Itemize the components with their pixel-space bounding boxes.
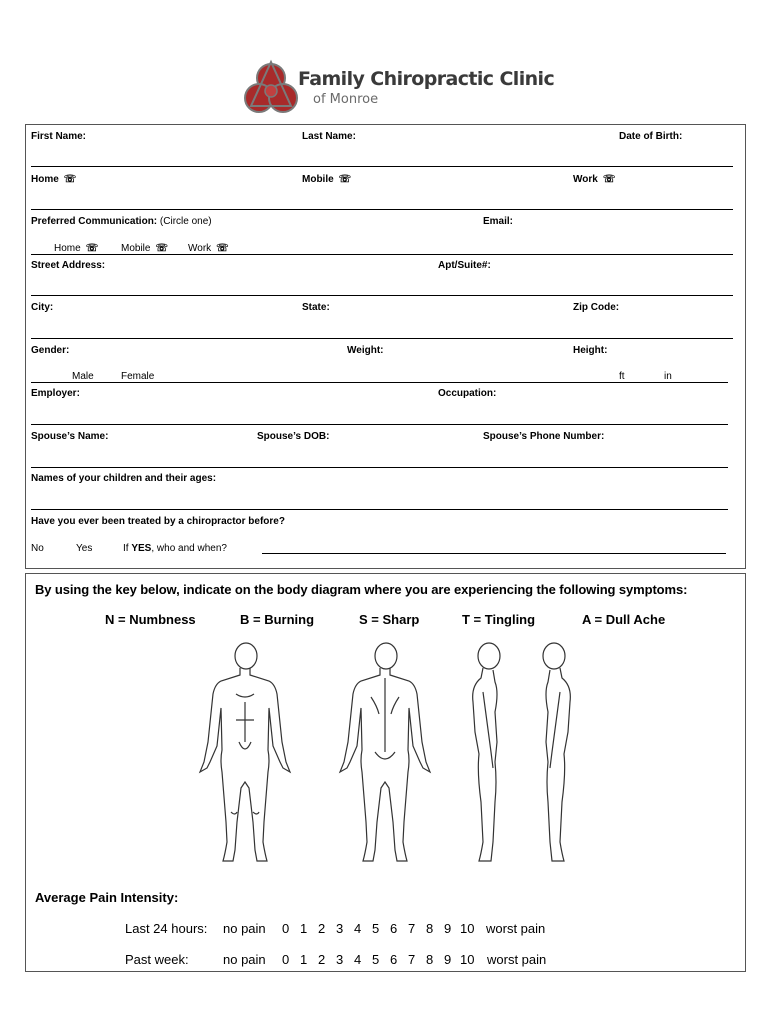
spouse-dob-label: Spouse’s DOB: [257, 431, 330, 442]
pain-score-8[interactable]: 8 [426, 921, 434, 936]
phone-icon: ☏ [63, 174, 77, 185]
pain-row-label: Last 24 hours: [125, 921, 208, 936]
clinic-logo [243, 58, 555, 118]
dob-label: Date of Birth: [619, 131, 683, 142]
body-back-figure[interactable] [340, 643, 430, 861]
clinic-location: of Monroe [313, 92, 379, 107]
employer-label: Employer: [31, 388, 80, 399]
home-phone-label: Home ☏ [31, 174, 77, 185]
pain-high-label: worst pain [487, 952, 547, 967]
pain-score-5[interactable]: 5 [372, 952, 380, 967]
spouse-line[interactable] [31, 467, 728, 468]
pain-high-label: worst pain [486, 921, 546, 936]
treated-option-no[interactable]: No [31, 543, 44, 554]
pain-score-4[interactable]: 4 [354, 921, 362, 936]
city-label: City: [31, 302, 54, 313]
pain-score-7[interactable]: 7 [408, 921, 416, 936]
occupation-label: Occupation: [438, 388, 497, 399]
apt-suite-label: Apt/Suite#: [438, 260, 491, 271]
weight-label: Weight: [347, 345, 384, 356]
phone-line[interactable] [31, 209, 733, 210]
email-label: Email: [483, 216, 514, 227]
pref-option-work[interactable]: Work ☏ [188, 243, 229, 254]
pain-score-6[interactable]: 6 [390, 952, 398, 967]
pain-intensity-title: Average Pain Intensity: [35, 890, 179, 905]
work-phone-label: Work ☏ [573, 174, 616, 185]
pain-score-1[interactable]: 1 [300, 952, 308, 967]
symptoms-instructions: By using the key below, indicate on the body diagram where you are experiencing the following symptoms: [35, 582, 688, 597]
pain-low-label: no pain [223, 921, 266, 936]
treated-before-label: Have you ever been treated by a chiropractor before? [31, 516, 285, 527]
pain-score-0[interactable]: 0 [282, 952, 290, 967]
phone-icon: ☏ [85, 243, 99, 254]
pain-score-10[interactable]: 10 [460, 952, 475, 967]
if-yes-prompt: If YES, who and when? [123, 543, 227, 554]
pain-score-0[interactable]: 0 [282, 921, 290, 936]
phone-icon: ☏ [338, 174, 352, 185]
mobile-phone-label: Mobile ☏ [302, 174, 352, 185]
gender-label: Gender: [31, 345, 70, 356]
pain-score-3[interactable]: 3 [336, 952, 344, 967]
treated-option-yes[interactable]: Yes [76, 543, 93, 554]
patient-info-section [25, 124, 746, 569]
key-burning: B = Burning [240, 612, 315, 627]
name-line[interactable] [31, 166, 733, 167]
pain-score-3[interactable]: 3 [336, 921, 344, 936]
key-numbness: N = Numbness [105, 612, 196, 627]
pain-score-6[interactable]: 6 [390, 921, 398, 936]
pain-score-9[interactable]: 9 [444, 952, 452, 967]
spouse-name-label: Spouse’s Name: [31, 431, 109, 442]
pain-score-9[interactable]: 9 [444, 921, 452, 936]
employer-line[interactable] [31, 424, 728, 425]
triquetra-logo-icon [243, 58, 299, 118]
first-name-label: First Name: [31, 131, 87, 142]
zip-code-label: Zip Code: [573, 302, 620, 313]
pref-option-home[interactable]: Home ☏ [54, 243, 99, 254]
body-side-left-figure[interactable] [473, 643, 500, 861]
street-address-label: Street Address: [31, 260, 106, 271]
pain-score-5[interactable]: 5 [372, 921, 380, 936]
key-tingling: T = Tingling [462, 612, 536, 627]
gender-line[interactable] [31, 382, 728, 383]
symptoms-section [25, 573, 746, 972]
gender-option-female[interactable]: Female [121, 371, 155, 382]
body-front-figure[interactable] [200, 643, 290, 861]
pain-score-7[interactable]: 7 [408, 952, 416, 967]
height-in-unit: in [664, 371, 672, 382]
pref-option-mobile[interactable]: Mobile ☏ [121, 243, 168, 254]
pain-score-1[interactable]: 1 [300, 921, 308, 936]
pain-row-label: Past week: [125, 952, 189, 967]
state-label: State: [302, 302, 330, 313]
body-diagram[interactable] [191, 642, 591, 872]
address-line[interactable] [31, 295, 733, 296]
key-dull-ache: A = Dull Ache [582, 612, 666, 627]
pain-score-8[interactable]: 8 [426, 952, 434, 967]
spouse-phone-label: Spouse’s Phone Number: [483, 431, 605, 442]
gender-option-male[interactable]: Male [72, 371, 94, 382]
email-line[interactable] [31, 254, 733, 255]
last-name-label: Last Name: [302, 131, 356, 142]
phone-icon: ☏ [216, 243, 229, 254]
phone-icon: ☏ [155, 243, 168, 254]
clinic-name: Family Chiropractic Clinic [298, 68, 555, 90]
pain-score-4[interactable]: 4 [354, 952, 362, 967]
city-line[interactable] [31, 338, 733, 339]
body-side-right-figure[interactable] [543, 643, 570, 861]
pain-score-2[interactable]: 2 [318, 921, 326, 936]
children-label: Names of your children and their ages: [31, 473, 217, 484]
children-line[interactable] [31, 509, 728, 510]
key-sharp: S = Sharp [359, 612, 420, 627]
height-label: Height: [573, 345, 608, 356]
who-when-line[interactable] [262, 553, 726, 554]
height-ft-unit: ft [619, 371, 625, 382]
pain-score-10[interactable]: 10 [460, 921, 475, 936]
preferred-communication-label: Preferred Communication: (Circle one) [31, 216, 212, 227]
phone-icon: ☏ [602, 174, 616, 185]
pain-low-label: no pain [223, 952, 266, 967]
pain-score-2[interactable]: 2 [318, 952, 326, 967]
